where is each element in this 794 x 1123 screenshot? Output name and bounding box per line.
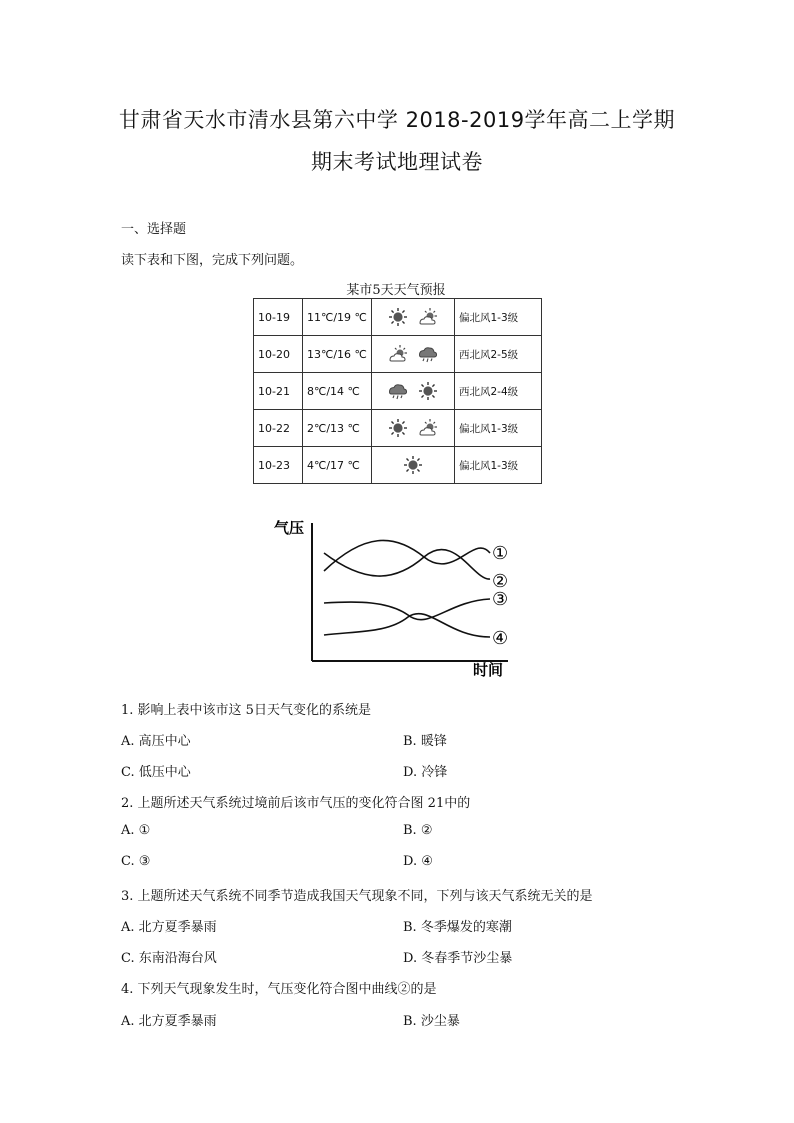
forecast-wind: 偏北风1-3级 bbox=[455, 410, 542, 447]
forecast-caption: 某市5天天气预报 bbox=[346, 283, 446, 298]
forecast-wind: 西北风2-4级 bbox=[455, 373, 542, 410]
sunny-icon bbox=[388, 418, 408, 438]
q2-option-a[interactable]: A. ① bbox=[121, 823, 151, 838]
q2-option-d[interactable]: D. ④ bbox=[403, 854, 433, 869]
q3-option-d[interactable]: D. 冬春季节沙尘暴 bbox=[403, 951, 513, 966]
question-1-stem: 1. 影响上表中该市这 5日天气变化的系统是 bbox=[121, 703, 371, 718]
section-heading: 一、选择题 bbox=[121, 222, 187, 237]
forecast-row bbox=[254, 299, 542, 336]
partly-cloudy-icon bbox=[418, 418, 438, 438]
curve-1 bbox=[324, 540, 490, 571]
forecast-icons bbox=[372, 336, 455, 373]
forecast-temp: 13℃/16 ℃ bbox=[303, 336, 372, 373]
curve-label-2: ② bbox=[492, 571, 509, 592]
forecast-temp: 11℃/19 ℃ bbox=[303, 299, 372, 336]
forecast-date: 10-21 bbox=[254, 373, 303, 410]
forecast-date: 10-23 bbox=[254, 447, 303, 484]
document-title-line2: 期末考试地理试卷 bbox=[311, 150, 483, 174]
y-axis-label: 气压 bbox=[274, 519, 305, 537]
q2-option-b[interactable]: B. ② bbox=[403, 823, 433, 838]
q1-option-d[interactable]: D. 冷锋 bbox=[403, 765, 448, 780]
forecast-icons bbox=[372, 299, 455, 336]
q2-option-c[interactable]: C. ③ bbox=[121, 854, 151, 869]
forecast-date: 10-22 bbox=[254, 410, 303, 447]
forecast-row bbox=[254, 447, 542, 484]
forecast-table bbox=[253, 298, 542, 484]
forecast-row bbox=[254, 373, 542, 410]
forecast-icons bbox=[372, 410, 455, 447]
rain-icon bbox=[388, 381, 408, 401]
q3-option-a[interactable]: A. 北方夏季暴雨 bbox=[121, 920, 217, 935]
forecast-row bbox=[254, 410, 542, 447]
partly-cloudy-icon bbox=[388, 344, 408, 364]
question-2-stem: 2. 上题所述天气系统过境前后该市气压的变化符合图 21中的 bbox=[121, 796, 471, 811]
question-3-stem: 3. 上题所述天气系统不同季节造成我国天气现象不同，下列与该天气系统无关的是 bbox=[121, 889, 593, 904]
forecast-date: 10-19 bbox=[254, 299, 303, 336]
forecast-temp: 8℃/14 ℃ bbox=[303, 373, 372, 410]
curve-label-1: ① bbox=[492, 543, 509, 564]
q4-option-a[interactable]: A. 北方夏季暴雨 bbox=[121, 1014, 217, 1029]
curve-label-3: ③ bbox=[492, 589, 509, 610]
forecast-row bbox=[254, 336, 542, 373]
curve-4 bbox=[324, 614, 490, 637]
forecast-date: 10-20 bbox=[254, 336, 303, 373]
sunny-icon bbox=[418, 381, 438, 401]
x-axis-label: 时间 bbox=[473, 661, 504, 679]
question-4-stem: 4. 下列天气现象发生时，气压变化符合图中曲线②的是 bbox=[121, 982, 437, 997]
partly-cloudy-icon bbox=[418, 307, 438, 327]
forecast-wind: 偏北风1-3级 bbox=[455, 299, 542, 336]
sunny-icon bbox=[388, 307, 408, 327]
forecast-temp: 2℃/13 ℃ bbox=[303, 410, 372, 447]
q4-option-b[interactable]: B. 沙尘暴 bbox=[403, 1014, 460, 1029]
forecast-temp: 4℃/17 ℃ bbox=[303, 447, 372, 484]
q1-option-b[interactable]: B. 暖锋 bbox=[403, 734, 447, 749]
forecast-icons bbox=[372, 373, 455, 410]
q3-option-c[interactable]: C. 东南沿海台风 bbox=[121, 951, 217, 966]
q1-option-c[interactable]: C. 低压中心 bbox=[121, 765, 191, 780]
curve-3 bbox=[324, 599, 490, 620]
q1-option-a[interactable]: A. 高压中心 bbox=[121, 734, 191, 749]
document-title-line1: 甘肃省天水市清水县第六中学 2018-2019学年高二上学期 bbox=[118, 108, 676, 132]
question-intro: 读下表和下图，完成下列问题。 bbox=[121, 253, 304, 268]
forecast-wind: 偏北风1-3级 bbox=[455, 447, 542, 484]
q3-option-b[interactable]: B. 冬季爆发的寒潮 bbox=[403, 920, 512, 935]
curve-label-4: ④ bbox=[492, 628, 509, 649]
pressure-chart bbox=[268, 513, 518, 679]
rain-icon bbox=[418, 344, 438, 364]
forecast-wind: 西北风2-5级 bbox=[455, 336, 542, 373]
forecast-icons bbox=[372, 447, 455, 484]
sunny-icon bbox=[403, 455, 423, 475]
